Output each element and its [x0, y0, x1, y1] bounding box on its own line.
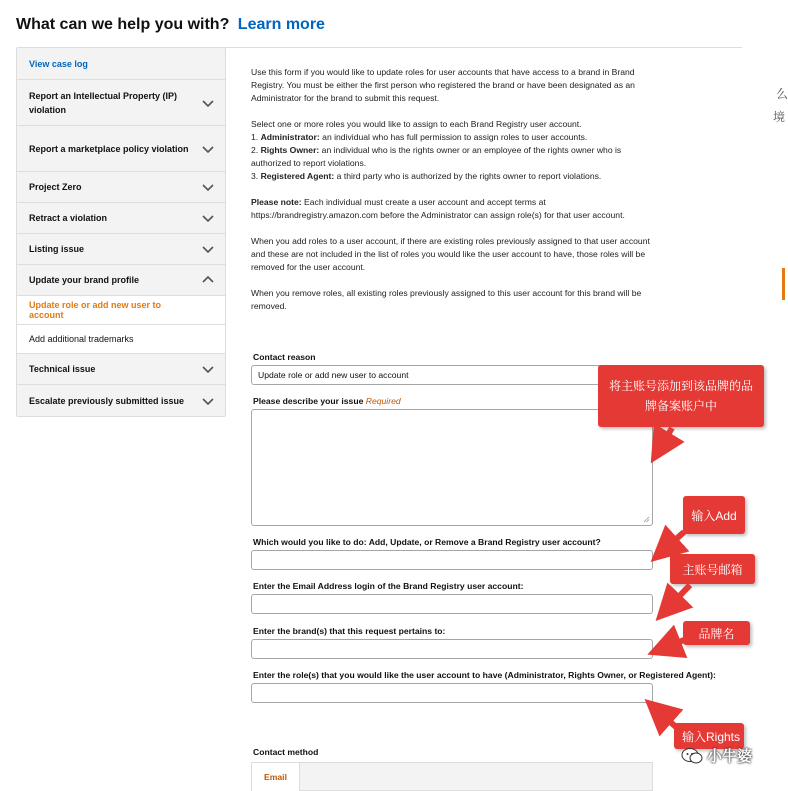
role-input[interactable] — [251, 683, 653, 703]
callout-add-to-brand — [598, 365, 764, 427]
describe-issue-textarea[interactable] — [251, 409, 653, 526]
role-name: Rights Owner: — [260, 145, 320, 155]
contact-method-label: Contact method — [253, 747, 319, 757]
arrow-brand — [664, 640, 684, 648]
role-description: an individual who has full permission to assign roles to user accounts. — [319, 132, 588, 142]
role-description: an individual who is the rights owner or an employee of the rights owner who is authorized to report violations. — [251, 145, 622, 168]
view-case-log-link[interactable] — [17, 48, 225, 80]
sidebar-item-label: Report a marketplace policy violation — [29, 143, 189, 154]
sidebar-item-label: Project Zero — [29, 182, 82, 192]
roles-paragraph — [251, 118, 653, 183]
resize-grip-icon[interactable] — [643, 516, 650, 523]
email-input[interactable] — [251, 594, 653, 614]
brand-question-label: Enter the brand(s) that this request pertains to: — [253, 626, 446, 636]
describe-issue-label — [253, 396, 401, 406]
chevron-down-icon — [201, 96, 215, 110]
role-number: 3. — [251, 171, 259, 181]
tab-email-label: Email — [264, 772, 287, 782]
watermark-text: 小牛婆 — [707, 748, 753, 765]
callout-main-email — [670, 554, 755, 584]
remove-roles-paragraph: When you remove roles, all existing roles previously assigned to this user account for this brand will be removed. — [251, 288, 642, 311]
intro-paragraph: Use this form if you would like to update roles for user accounts that have access to a brand in Brand Registry. You must be either the first person who registered the brand or have been designated as an Administrator for the brand to submit this request. — [251, 67, 635, 103]
callout-brand-name — [683, 621, 750, 645]
action-input[interactable] — [251, 550, 653, 570]
view-case-log-label: View case log — [29, 58, 88, 69]
arrow-action — [664, 532, 684, 550]
callout-text: 将主账号添加到该品牌的品牌备案账户中 — [608, 379, 753, 413]
contact-reason-label: Contact reason — [253, 352, 316, 362]
sidebar-item-label: Technical issue — [29, 364, 96, 374]
callout-text: 主账号邮箱 — [682, 562, 743, 577]
edge-orange-bar — [782, 268, 785, 300]
brand-input[interactable] — [251, 639, 653, 659]
sidebar-item-marketplace-policy[interactable] — [17, 126, 225, 172]
edge-text-fragment: 么 — [776, 87, 788, 101]
callout-text: 品牌名 — [698, 626, 735, 641]
email-question-label: Enter the Email Address login of the Brand Registry user account: — [253, 581, 524, 591]
page-title: What can we help you with? — [16, 16, 230, 33]
action-question-label: Which would you like to do: Add, Update, or Remove a Brand Registry user account? — [253, 537, 601, 547]
chevron-down-icon — [201, 142, 215, 156]
page-header — [16, 16, 325, 34]
sidebar-item-retract-violation[interactable] — [17, 203, 225, 234]
callout-text: 输入Add — [691, 508, 737, 523]
contact-reason-field[interactable] — [251, 365, 653, 385]
chevron-down-icon — [201, 362, 215, 376]
sidebar-subitem-label: Update role or add new user to account — [29, 300, 162, 320]
intro-text — [251, 66, 653, 326]
role-description: a third party who is authorized by the rights owner to report violations. — [334, 171, 602, 181]
sidebar-subitem-add-trademarks[interactable] — [17, 325, 225, 354]
chevron-down-icon — [201, 180, 215, 194]
sidebar-item-brand-profile[interactable] — [17, 265, 225, 296]
describe-issue-text: Please describe your issue — [253, 396, 364, 406]
sidebar — [16, 47, 226, 417]
required-marker: Required — [365, 396, 401, 406]
edge-text-fragment: 境 — [773, 110, 786, 124]
sidebar-item-escalate[interactable] — [17, 385, 225, 416]
note-label: Please note: — [251, 197, 302, 207]
content-divider — [224, 47, 742, 48]
sidebar-subitem-update-role[interactable] — [17, 296, 225, 325]
callout-input-add — [683, 496, 745, 534]
sidebar-item-technical-issue[interactable] — [17, 354, 225, 385]
sidebar-item-ip-violation[interactable] — [17, 80, 225, 126]
roles-lead: Select one or more roles you would like to assign to each Brand Registry user account. — [251, 119, 582, 129]
contact-method-tabs — [251, 762, 653, 791]
role-question-label: Enter the role(s) that you would like the user account to have (Administrator, Rights Owner, or Registered Agent): — [253, 670, 716, 680]
callout-text: 输入Rights — [682, 729, 741, 744]
sidebar-subitem-label: Add additional trademarks — [29, 334, 134, 344]
contact-reason-value: Update role or add new user to account — [258, 370, 409, 380]
add-roles-paragraph: When you add roles to a user account, if there are existing roles previously assigned to that user account and these are not included in the list of roles you would like the user account to have, those roles will be removed for the user account. — [251, 236, 650, 272]
sidebar-item-listing-issue[interactable] — [17, 234, 225, 265]
tab-email[interactable] — [251, 762, 300, 791]
role-number: 2. — [251, 145, 259, 155]
wechat-icon — [681, 747, 703, 765]
sidebar-item-label: Listing issue — [29, 244, 85, 254]
role-number: 1. — [251, 132, 259, 142]
chevron-up-icon — [201, 273, 215, 287]
watermark — [681, 745, 752, 766]
sidebar-item-label: Escalate previously submitted issue — [29, 395, 185, 406]
chevron-down-icon — [201, 242, 215, 256]
arrow-email — [668, 585, 690, 608]
role-name: Registered Agent: — [260, 171, 335, 181]
chevron-down-icon — [201, 211, 215, 225]
sidebar-item-label: Update your brand profile — [29, 275, 140, 285]
note-paragraph — [251, 196, 653, 222]
chevron-down-icon — [201, 394, 215, 408]
sidebar-item-label: Retract a violation — [29, 213, 108, 223]
learn-more-link[interactable]: Learn more — [237, 16, 325, 33]
sidebar-item-label: Report an Intellectual Property (IP) violation — [29, 90, 178, 115]
note-text: Each individual must create a user account and accept terms at https://brandregistry.amazon.com before the Administrator can assign role(s) for that user account. — [251, 197, 625, 220]
arrow-describe — [660, 428, 672, 448]
sidebar-item-project-zero[interactable] — [17, 172, 225, 203]
role-name: Administrator: — [260, 132, 320, 142]
